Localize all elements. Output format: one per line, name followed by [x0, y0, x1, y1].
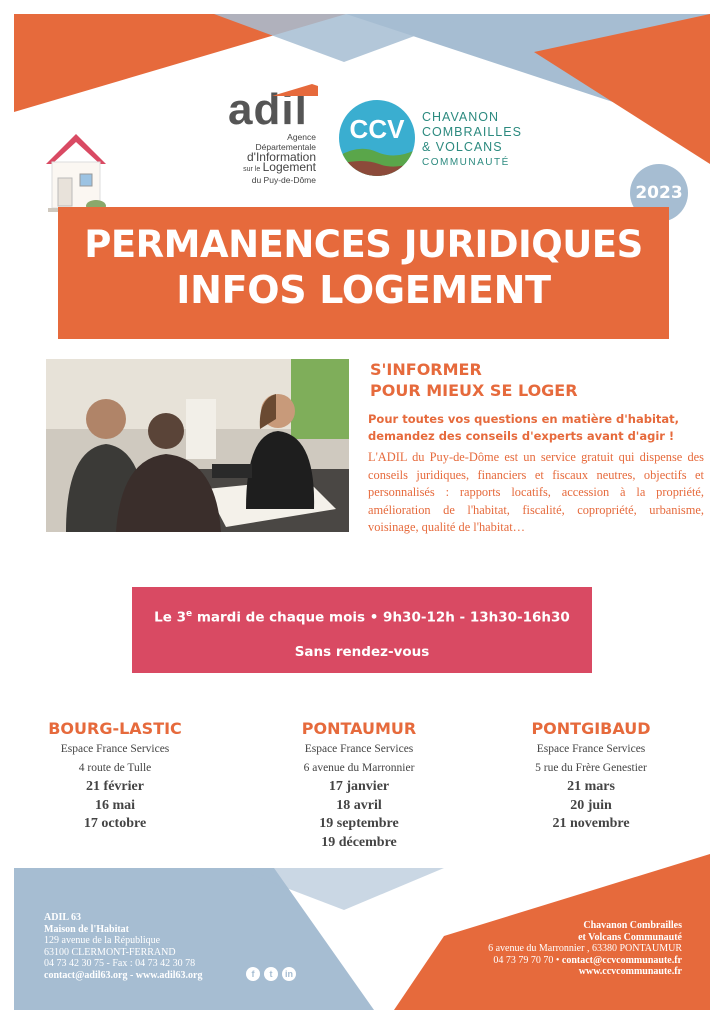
location-dates: 17 janvier 18 avril 19 septembre 19 décembre	[319, 779, 399, 850]
location-venue: Espace France Services	[60, 743, 170, 755]
ccv-name: CHAVANON COMBRAILLES & VOLCANS COMMUNAUTÉ	[422, 110, 522, 168]
adil-roof-mark	[272, 84, 318, 96]
adil-tagline: Agence Départementale d'Information sur le Logement du Puy-de-Dôme	[243, 132, 316, 185]
location-city: PONTGIBAUD	[531, 719, 651, 738]
social-links	[246, 962, 300, 981]
year-badge: 2023	[630, 164, 688, 222]
ccv-abbr: CCV	[349, 114, 405, 144]
location-city: PONTAUMUR	[301, 719, 417, 738]
lead-text: Pour toutes vos questions en matière d'habitat, demandez des conseils d'experts avant d'agir !	[368, 412, 680, 443]
location-bourg-lastic	[14, 718, 220, 834]
footer-ccv-contact: Chavanon Combrailles et Volcans Communauté 6 avenue du Marronnier , 63380 PONTAUMUR 04 73 79 70 70 • contact@ccvcommunaute.fr www.ccvcommunaute.fr	[414, 920, 682, 978]
location-venue: Espace France Services	[536, 743, 646, 755]
adil-logo	[228, 85, 338, 185]
schedule-line: Le 3e mardi de chaque mois • 9h30-12h - 13h30-16h30	[154, 609, 570, 626]
title-line-1: PERMANENCES JURIDIQUES	[84, 223, 643, 266]
location-address: 5 rue du Frère Genestier	[535, 762, 647, 774]
ccv-email-link[interactable]: contact@ccvcommunaute.fr	[561, 954, 682, 966]
schedule-box	[132, 587, 592, 673]
title-line-2: INFOS LOGEMENT	[176, 268, 551, 312]
location-city: BOURG-LASTIC	[48, 719, 182, 738]
house-icon	[44, 132, 108, 218]
consultation-photo	[46, 359, 349, 532]
footer-adil-contact: ADIL 63 Maison de l'Habitat 129 avenue de la République 63100 CLERMONT-FERRAND 04 73 42 30 75 - Fax : 04 73 42 30 78 contact@adil63.org - www.adil63.org	[44, 912, 203, 981]
location-venue: Espace France Services	[304, 743, 414, 755]
ccv-logo	[339, 100, 415, 176]
ccv-web-link[interactable]: www.ccvcommunaute.fr	[578, 966, 682, 977]
location-address: 4 route de Tulle	[78, 762, 152, 774]
section-heading: S'INFORMER POUR MIEUX SE LOGER	[370, 360, 578, 400]
location-pontgibaud	[486, 718, 696, 834]
linkedin-icon[interactable]: in	[282, 967, 296, 981]
location-dates: 21 février 16 mai 17 octobre	[83, 779, 147, 831]
location-dates: 21 mars 20 juin 21 novembre	[552, 779, 630, 831]
poster	[14, 14, 710, 1010]
adil-web-link[interactable]: contact@adil63.org - www.adil63.org	[44, 969, 203, 981]
adil-wordmark: adil	[228, 85, 308, 134]
location-address: 6 avenue du Marronnier	[303, 762, 415, 774]
schedule-note: Sans rendez-vous	[294, 643, 430, 660]
location-pontaumur	[254, 718, 464, 852]
title-banner	[58, 207, 669, 339]
body-text: L'ADIL du Puy-de-Dôme est un service gratuit qui dispense des conseils juridiques, financiers et fiscaux neutres, objectifs et personnalisés : rapports locatifs, accession à la propriété, amélioration de l'habitat, fiscalité, copropriété, urbanisme, voisinage, qualité de l'habitat…	[368, 450, 704, 535]
twitter-icon[interactable]: t	[264, 967, 278, 981]
facebook-icon[interactable]: f	[246, 967, 260, 981]
